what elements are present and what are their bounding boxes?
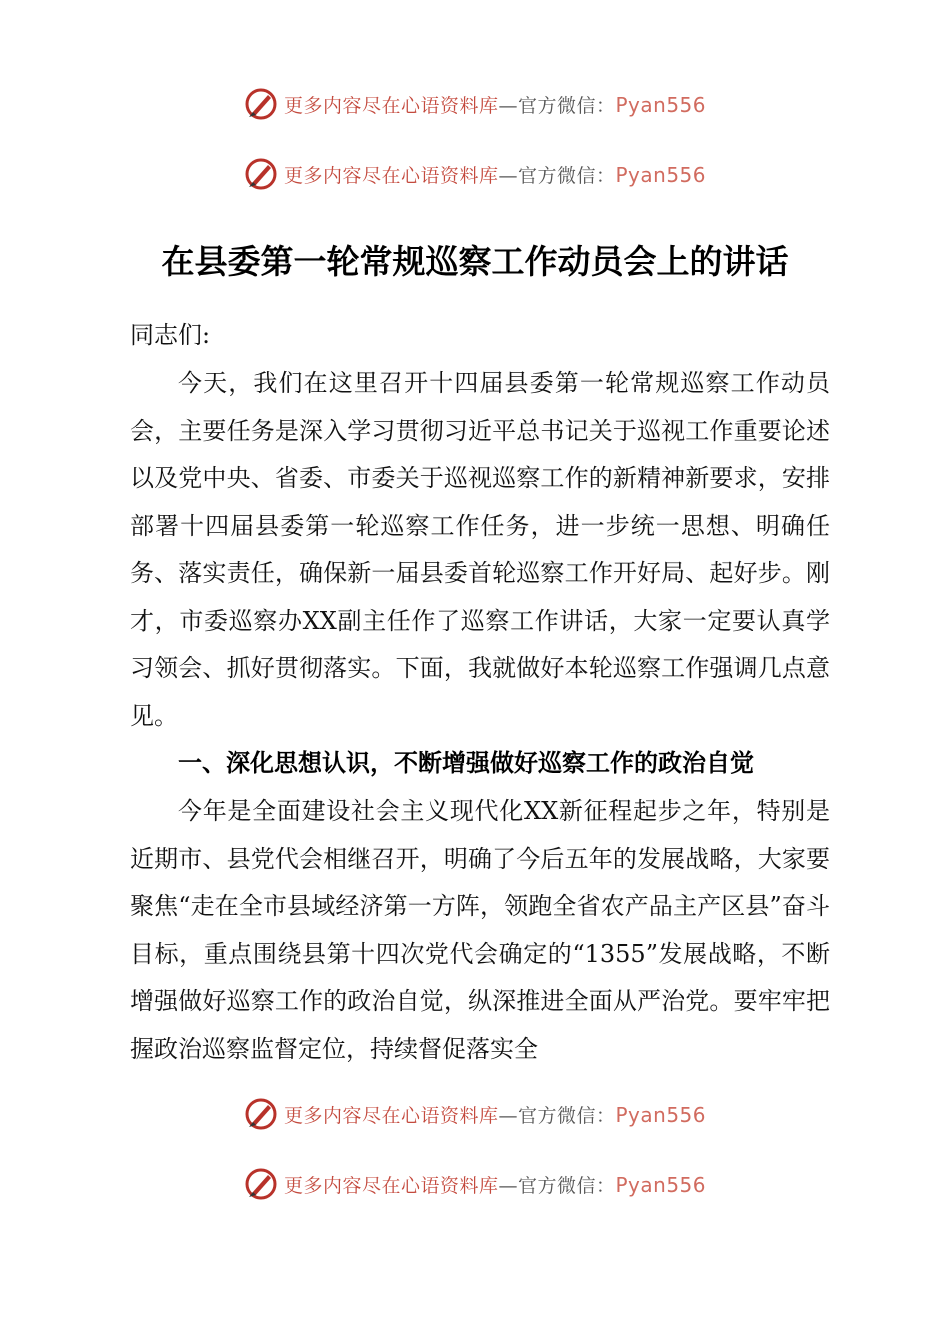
watermark-text: 更多内容尽在心语资料库—官方微信：Pyan556 (283, 1102, 707, 1127)
salutation: 同志们: (130, 321, 211, 349)
pen-circle-icon (244, 1097, 278, 1131)
paragraph: 今年是全面建设社会主义现代化XX新征程起步之年，特别是近期市、县党代会相继召开，明确了今后五年的发展战略，大家要聚焦“走在全市县域经济第一方阵，领跑全省农产品主产区县”奋斗目标，重点围绕县第十四次党代会确定的“1355”发展战略，不断增强做好巡察工作的政治自觉，纵深推进全面从严治党。要牢牢把握政治巡察监督定位，持续督促落实全 (130, 797, 830, 1063)
watermark-banner (0, 154, 950, 194)
watermark-banner (0, 1164, 950, 1204)
watermark-text: 更多内容尽在心语资料库—官方微信：Pyan556 (283, 92, 707, 117)
paragraph: 今天，我们在这里召开十四届县委第一轮常规巡察工作动员会，主要任务是深入学习贯彻习近平总书记关于巡视工作重要论述以及党中央、省委、市委关于巡视巡察工作的新精神新要求，安排部署十四届县委第一轮巡察工作任务，进一步统一思想、明确任务、落实责任，确保新一届县委首轮巡察工作开好局、起好步。刚才，市委巡察办XX副主任作了巡察工作讲话，大家一定要认真学习领会、抓好贯彻落实。下面，我就做好本轮巡察工作强调几点意见。 (130, 369, 830, 730)
watermark-banner (0, 1094, 950, 1134)
section-heading: 一、深化思想认识，不断增强做好巡察工作的政治自觉 (178, 749, 754, 777)
pen-circle-icon (244, 87, 278, 121)
watermark-banner (0, 84, 950, 124)
watermark-text: 更多内容尽在心语资料库—官方微信：Pyan556 (283, 1172, 707, 1197)
watermark-text: 更多内容尽在心语资料库—官方微信：Pyan556 (283, 162, 707, 187)
pen-circle-icon (244, 1167, 278, 1201)
pen-circle-icon (244, 157, 278, 191)
document-title: 在县委第一轮常规巡察工作动员会上的讲话 (161, 242, 789, 281)
